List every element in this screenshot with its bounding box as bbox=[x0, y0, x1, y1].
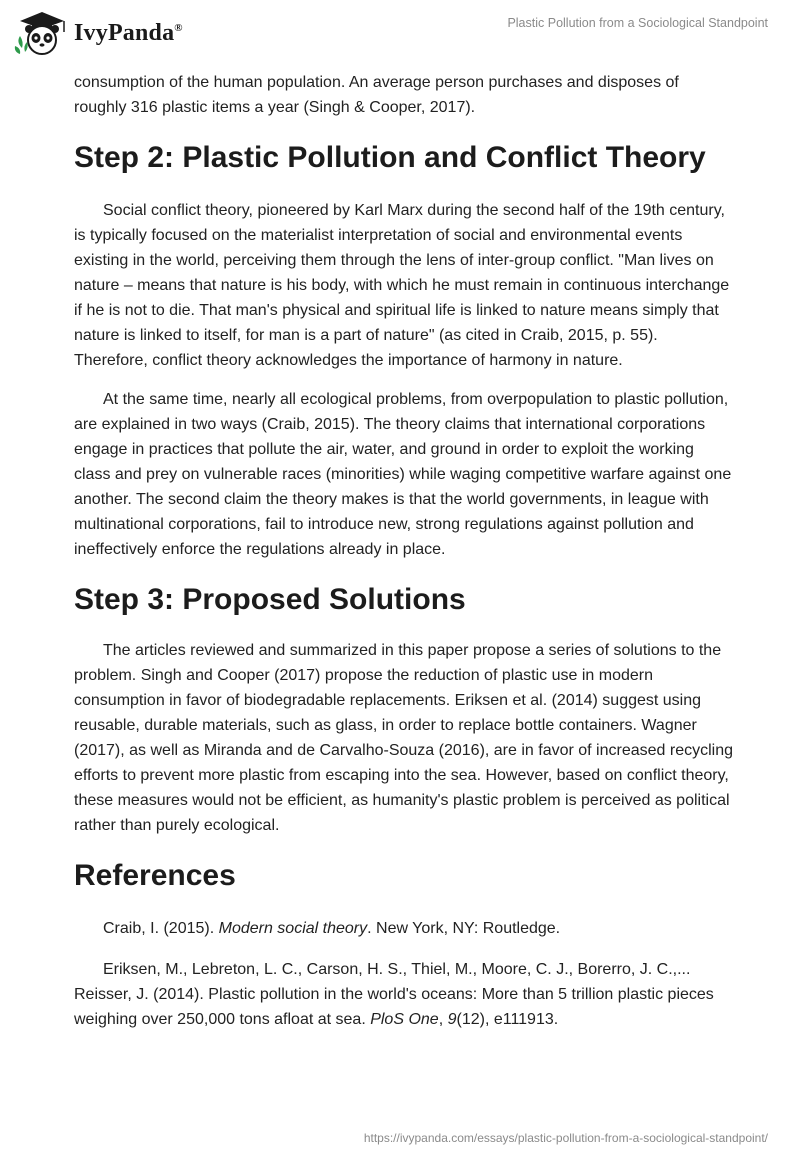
reference-eriksen: Eriksen, M., Lebreton, L. C., Carson, H. S., Thiel, M., Moore, C. J., Borerro, J. C.,... Reisser, J. (2014). Plastic pollution in the world's oceans: More than 5 trillion plastic pieces weighing over 250,000 tons afloat at sea. PloS One, 9(12), e111913. bbox=[74, 961, 714, 1028]
intro-paragraph: consumption of the human population. An average person purchases and disposes of roughly 316 plastic items a year (Singh & Cooper, 2017). bbox=[74, 74, 679, 116]
step2-paragraph-2: At the same time, nearly all ecological problems, from overpopulation to plastic pollution, are explained in two ways (Craib, 2015). The theory claims that international corporations engage in practices that pollute the air, water, and ground in order to exploit the working class and prey on vulnerable races (minorities) while waging competitive warfare against one another. The second claim the theory makes is that the world governments, in league with multinational corporations, fail to introduce new, strong regulations against pollution and ineffectively enforce the regulations already in place. bbox=[74, 391, 732, 558]
step2-heading: Step 2: Plastic Pollution and Conflict Theory bbox=[74, 141, 706, 174]
book-title: Modern social theory bbox=[218, 920, 368, 937]
reference-craib: Craib, I. (2015). Modern social theory. New York, NY: Routledge. bbox=[103, 920, 561, 937]
journal-volume: 9 bbox=[447, 1011, 457, 1028]
step3-heading: Step 3: Proposed Solutions bbox=[74, 583, 466, 616]
step3-paragraph-1: The articles reviewed and summarized in this paper propose a series of solutions to the problem. Singh and Cooper (2017) propose the reduction of plastic use in modern consumption in favor of biodegradable replacements. Eriksen et al. (2014) suggest using reusable, durable materials, such as glass, in order to replace bottle containers. Wagner (2017), as well as Miranda and de Carvalho-Souza (2016), are in favor of increased recycling efforts to prevent more plastic from escaping into the sea. However, based on conflict theory, these measures would not be efficient, as humanity's plastic problem is perceived as political rather than purely ecological. bbox=[74, 642, 734, 834]
panda-graduate-icon bbox=[14, 8, 70, 58]
step2-paragraph-1: Social conflict theory, pioneered by Karl Marx during the second half of the 19th century, is typically focused on the materialist interpretation of social and environmental events existing in the world, perceiving them through the lens of inter-group conflict. "Man lives on nature – means that nature is his body, with which he must remain in continuous interchange if he is not to die. That man's physical and spiritual life is linked to nature means simply that nature is linked to itself, for man is a part of nature" (as cited in Craib, 2015, p. 55). Therefore, conflict theory acknowledges the importance of harmony in nature. bbox=[74, 202, 730, 369]
references-heading: References bbox=[74, 859, 236, 892]
journal-name: PloS One bbox=[370, 1011, 439, 1028]
source-url[interactable]: https://ivypanda.com/essays/plastic-pollution-from-a-sociological-standpoint/ bbox=[363, 1131, 768, 1145]
brand-logo[interactable] bbox=[14, 8, 183, 58]
document-title: Plastic Pollution from a Sociological Standpoint bbox=[507, 16, 768, 30]
registered-mark: ® bbox=[174, 21, 183, 34]
brand-name: IvyPanda® bbox=[74, 19, 183, 46]
essay-content bbox=[74, 70, 734, 1032]
